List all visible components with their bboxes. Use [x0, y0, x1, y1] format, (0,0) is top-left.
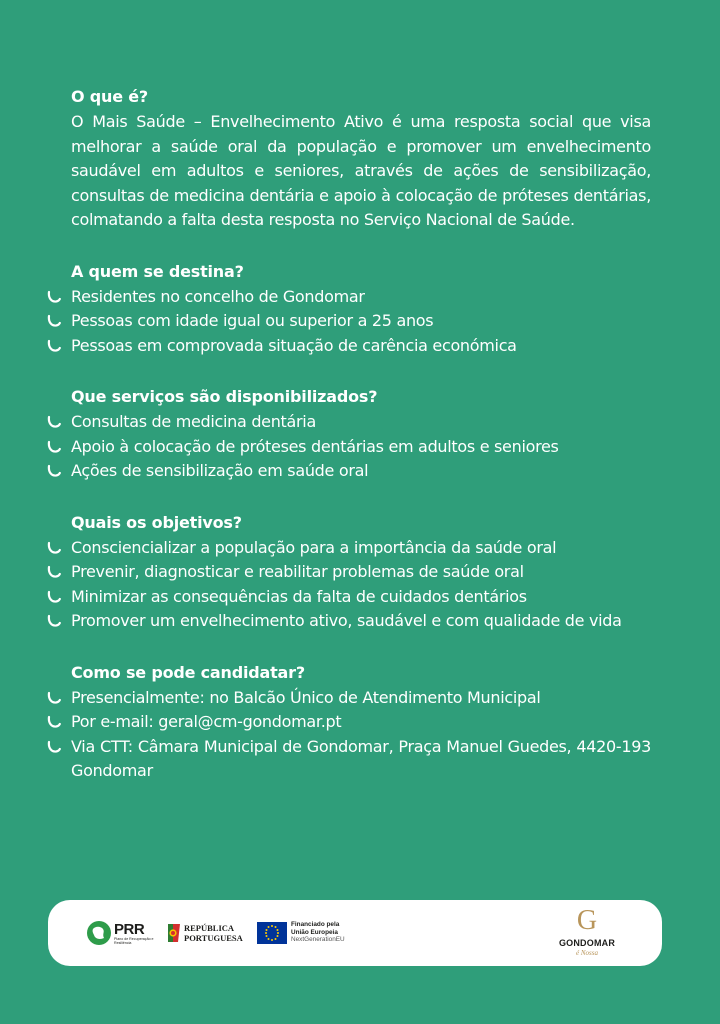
republica-portuguesa-logo [166, 922, 250, 946]
republica-line2: PORTUGUESA [184, 932, 243, 943]
bullet-icon [47, 290, 61, 304]
list-item-text: Via CTT: Câmara Municipal de Gondomar, Praça Manuel Guedes, 4420-193 Gondomar [71, 736, 651, 780]
prr-emblem-icon [86, 920, 112, 946]
gondomar-name: GONDOMAR [558, 938, 616, 948]
bullet-icon [47, 415, 61, 429]
section-title: Quais os objetivos? [71, 512, 242, 532]
list-item-text: Residentes no concelho de Gondomar [71, 286, 365, 306]
list-item [71, 609, 651, 634]
content [71, 86, 651, 812]
list-item [71, 560, 651, 585]
email-contact[interactable]: Por e-mail: geral@cm-gondomar.pt [71, 712, 342, 731]
list-item-text: Pessoas em comprovada situação de carência económica [71, 335, 517, 355]
list-item [71, 710, 651, 735]
bullet-icon [47, 614, 61, 628]
list-item [71, 686, 651, 711]
footer-logos-bar [48, 900, 662, 966]
section-title: Que serviços são disponibilizados? [71, 387, 378, 406]
bullet-icon [47, 440, 61, 454]
gondomar-slogan: é Nossa [576, 949, 598, 957]
list-item [71, 459, 651, 484]
list-item [71, 309, 651, 334]
bullet-icon [47, 541, 61, 555]
eu-line2: União Europeia [291, 928, 338, 936]
list-item-text: Consciencializar a população para a importância da saúde oral [71, 537, 557, 557]
list-item [71, 435, 651, 460]
eu-line1: Financiado pela [291, 921, 340, 928]
eu-flag-icon [257, 922, 287, 944]
prr-logo [86, 920, 156, 946]
list-item-text: Presencialmente: no Balcão Único de Atendimento Municipal [71, 687, 541, 707]
gondomar-emblem-letter: G [576, 905, 598, 936]
section-what [71, 86, 651, 233]
apply-list [71, 686, 651, 784]
section-title: O que é? [71, 87, 148, 106]
list-item [71, 410, 651, 435]
section-title: Como se pode candidatar? [71, 662, 305, 682]
section-who [71, 261, 651, 359]
list-item [71, 735, 651, 784]
republica-line1: REPÚBLICA [184, 923, 235, 933]
bullet-icon [47, 314, 61, 328]
list-item-text: Consultas de medicina dentária [71, 412, 316, 431]
eu-line3: NextGenerationEU [291, 936, 345, 943]
list-item-text: Prevenir, diagnosticar e reabilitar problemas de saúde oral [71, 562, 524, 581]
bullet-icon [47, 715, 61, 729]
list-item-text: Promover um envelhecimento ativo, saudável e com qualidade de vida [71, 611, 622, 630]
bullet-icon [47, 691, 61, 705]
prr-subtitle: Plano de Recuperação e Resiliência [114, 937, 154, 945]
section-services [71, 386, 651, 484]
section-title: A quem se destina? [71, 261, 244, 281]
bullet-icon [47, 590, 61, 604]
services-list [71, 410, 651, 484]
list-item [71, 536, 651, 561]
who-list [71, 285, 651, 359]
prr-name: PRR [114, 921, 145, 938]
section-apply [71, 662, 651, 784]
portugal-flag-icon [166, 922, 182, 944]
intro-paragraph: O Mais Saúde – Envelhecimento Ativo é uma resposta social que visa melhorar a saúde oral da população e promover um envelhecimento saudável em adultos e seniores, através de ações de sensibilização, consultas de medicina dentária e apoio à colocação de próteses dentárias, colmatando a falta desta resposta no Serviço Nacional de Saúde. [71, 112, 651, 229]
list-item-text: Ações de sensibilização em saúde oral [71, 461, 369, 480]
list-item-text: Pessoas com idade igual ou superior a 25 anos [71, 311, 434, 330]
gondomar-logo [552, 906, 622, 962]
list-item [71, 285, 651, 310]
list-item [71, 334, 651, 359]
list-item-text: Minimizar as consequências da falta de cuidados dentários [71, 586, 527, 606]
eu-funding-logo [257, 920, 369, 946]
bullet-icon [47, 464, 61, 478]
bullet-icon [47, 565, 61, 579]
list-item [71, 585, 651, 610]
list-item-text: Apoio à colocação de próteses dentárias em adultos e seniores [71, 436, 559, 456]
goals-list [71, 536, 651, 634]
section-goals [71, 512, 651, 634]
bullet-icon [47, 740, 61, 754]
bullet-icon [47, 339, 61, 353]
